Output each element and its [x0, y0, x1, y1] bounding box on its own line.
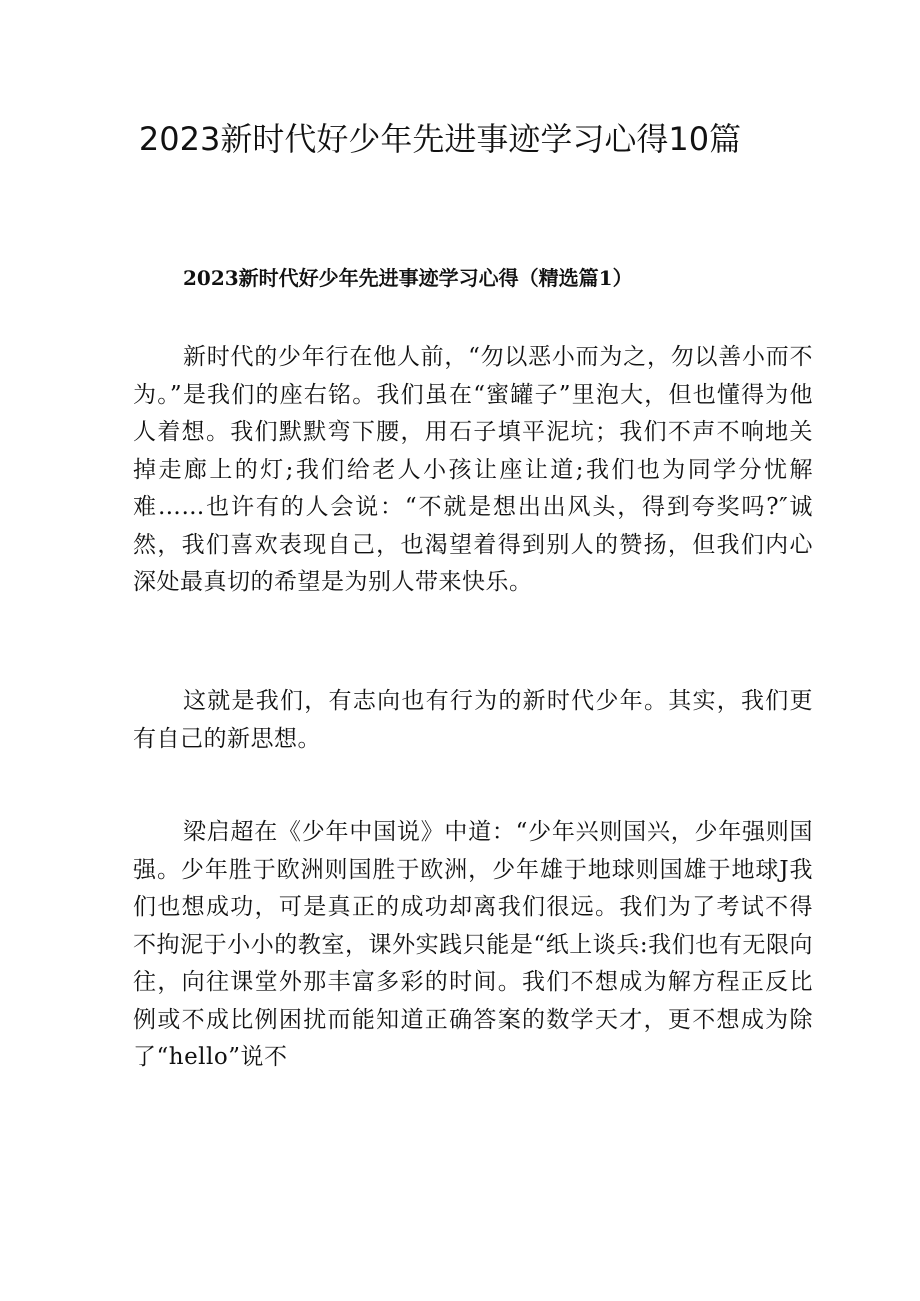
- paragraph-3: 梁启超在《少年中国说》中道：“少年兴则国兴，少年强则国强。少年胜于欧洲则国胜于欧洲，少年雄于地球则国雄于地球J我们也想成功，可是真正的成功却离我们很远。我们为了考试不得不拘泥于小小的教室，课外实践只能是“纸上谈兵:我们也有无限向往，向往课堂外那丰富多彩的时间。我们不想成为解方程正反比例或不成比例困扰而能知道正确答案的数学天才，更不想成为除了“hello”说不: [133, 819, 813, 1070]
- document-title: 2023新时代好少年先进事迹学习心得10篇: [138, 120, 742, 158]
- section-heading: 2023新时代好少年先进事迹学习心得（精选篇1）: [183, 266, 633, 290]
- paragraph-1: 新时代的少年行在他人前，“勿以恶小而为之，勿以善小而不为。”是我们的座右铭。我们虽在“蜜罐子”里泡大，但也懂得为他人着想。我们默默弯下腰，用石子填平泥坑；我们不声不响地关掉走廊上的灯;我们给老人小孩让座让道;我们也为同学分忧解难……也许有的人会说：“不就是想出出风头，得到夸奖吗?″诚然，我们喜欢表现自己，也渴望着得到别人的赞扬，但我们内心深处最真切的希望是为别人带来快乐。: [133, 344, 813, 595]
- paragraph-2: 这就是我们，有志向也有行为的新时代少年。其实，我们更有自己的新思想。: [133, 688, 813, 752]
